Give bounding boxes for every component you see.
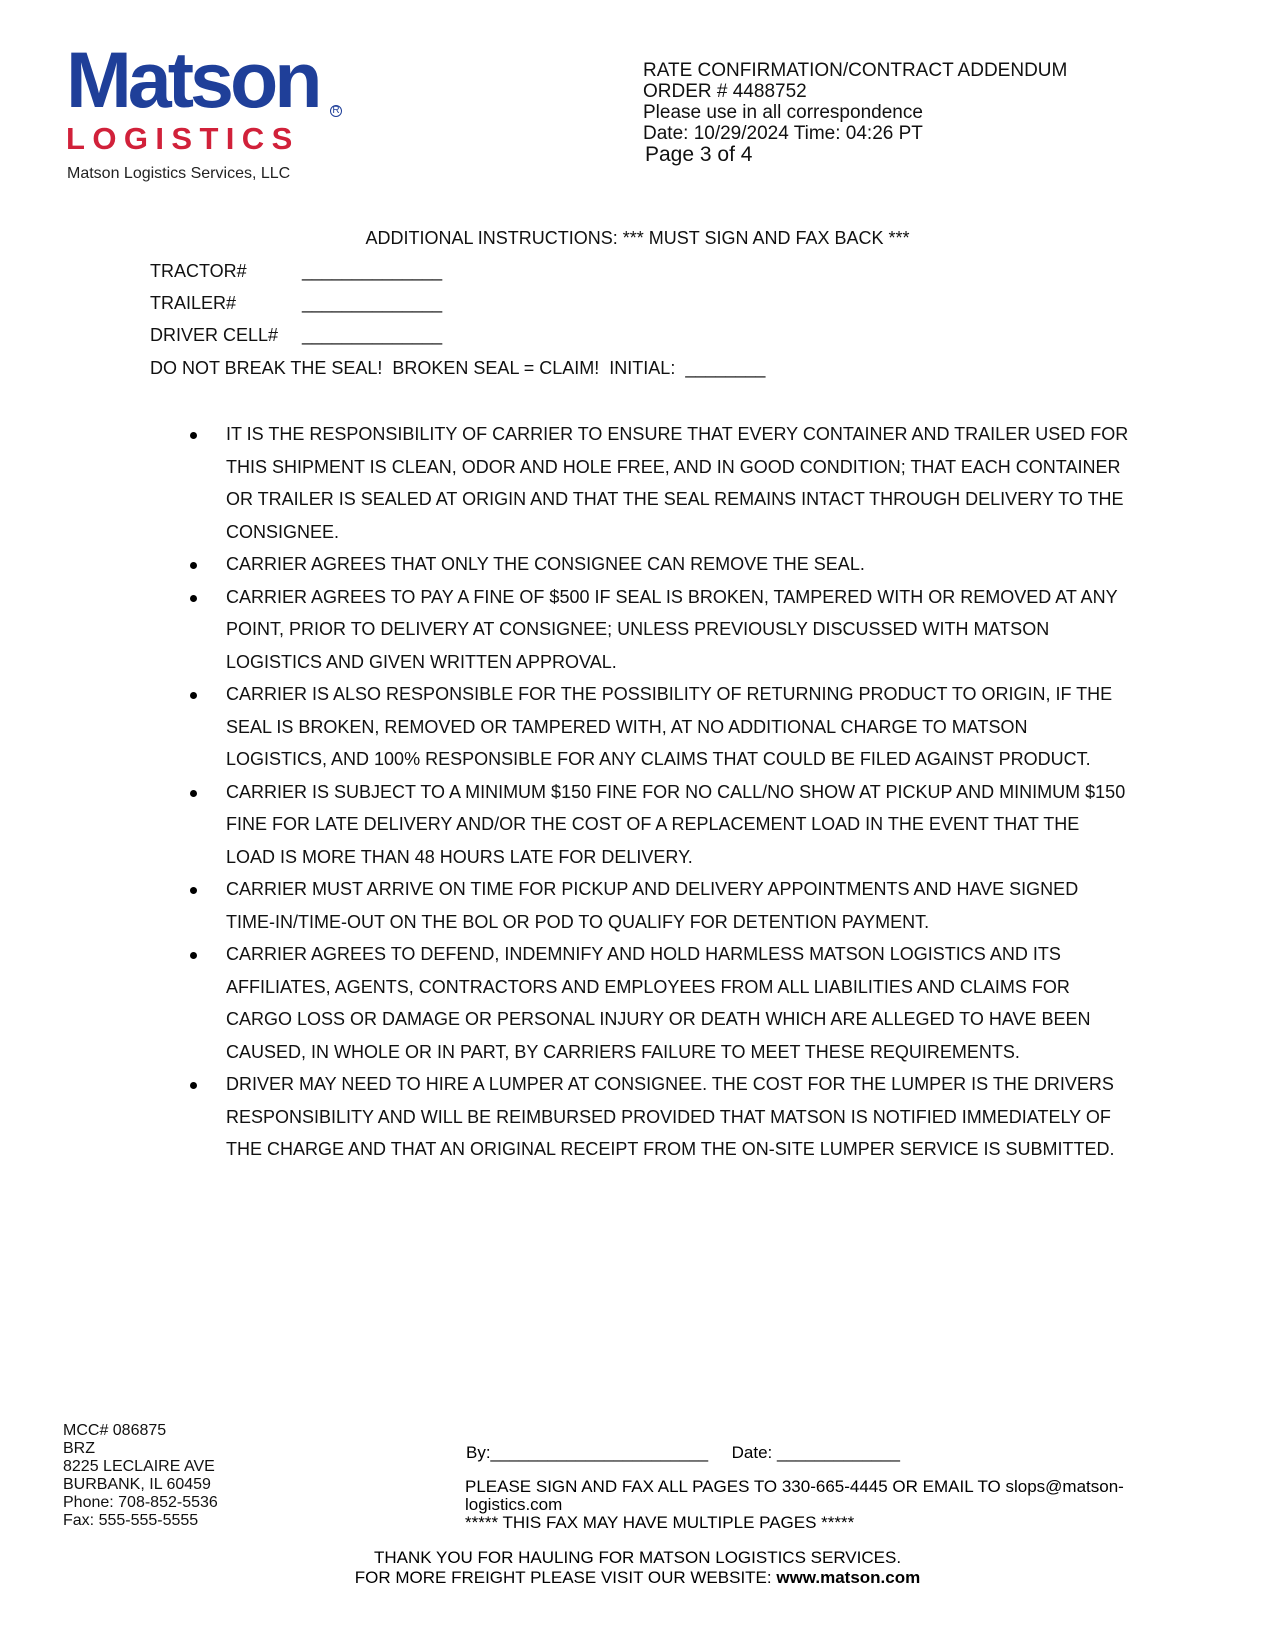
website-prefix: FOR MORE FREIGHT PLEASE VISIT OUR WEBSITE: (354, 1568, 777, 1587)
website-link[interactable]: www.matson.com (776, 1568, 921, 1587)
field-label: TRACTOR# (150, 261, 247, 281)
field-blank: ______________ (302, 261, 443, 281)
list-item-text: CARRIER AGREES TO DEFEND, INDEMNIFY AND HOLD HARMLESS MATSON LOGISTICS AND ITS AFFILIATES, AGENTS, CONTRACTORS AND EMPLOYEES FROM ALL LIABILITIES AND CLAIMS FOR CARGO LOSS OR DAMAGE OR PERSONAL INJURY OR DEATH WHICH ARE ALLEGED TO HAVE BEEN CAUSED, IN WHOLE OR IN PART, BY CARRIERS FAILURE TO MEET THESE REQUIREMENTS. (226, 944, 1091, 1062)
field-blank: ______________ (302, 325, 443, 345)
list-item-text: CARRIER IS SUBJECT TO A MINIMUM $150 FINE FOR NO CALL/NO SHOW AT PICKUP AND MINIMUM $150 FINE FOR LATE DELIVERY AND/OR THE COST OF A REPLACEMENT LOAD IN THE EVENT THAT THE LOAD IS MORE THAN 48 HOURS LATE FOR DELIVERY. (226, 781, 1126, 867)
trailer-field (150, 293, 442, 314)
carrier-mcc: MCC# 086875 (63, 1422, 167, 1439)
list-item (190, 873, 1130, 938)
field-label: TRAILER# (150, 293, 237, 313)
list-item (190, 581, 1130, 679)
driver-cell-field (150, 325, 442, 346)
carrier-info (63, 1422, 218, 1530)
bullet-icon (190, 1082, 197, 1089)
document-title: RATE CONFIRMATION/CONTRACT ADDENDUM (643, 60, 1068, 81)
carrier-name: BRZ (63, 1440, 95, 1457)
list-item (190, 938, 1130, 1068)
list-item (190, 548, 1130, 581)
registered-mark: R (330, 105, 342, 117)
list-item (190, 418, 1130, 548)
field-blank: ______________ (302, 293, 443, 313)
carrier-fax: Fax: 555-555-5555 (63, 1512, 199, 1529)
list-item-text: CARRIER AGREES THAT ONLY THE CONSIGNEE CAN REMOVE THE SEAL. (226, 554, 865, 574)
company-name: Matson Logistics Services, LLC (67, 165, 291, 182)
page-number: Page 3 of 4 (645, 143, 753, 166)
list-item-text: CARRIER AGREES TO PAY A FINE OF $500 IF SEAL IS BROKEN, TAMPERED WITH OR REMOVED AT ANY POINT, PRIOR TO DELIVERY AT CONSIGNEE; UNLESS PREVIOUSLY DISCUSSED WITH MATSON LOGISTICS AND GIVEN WRITTEN APPROVAL. (226, 586, 1118, 672)
logo-brand: Matson (66, 35, 319, 124)
list-item-text: CARRIER IS ALSO RESPONSIBLE FOR THE POSSIBILITY OF RETURNING PRODUCT TO ORIGIN, IF THE SEAL IS BROKEN, REMOVED OR TAMPERED WITH, AT NO ADDITIONAL CHARGE TO MATSON LOGISTICS, AND 100% RESPONSIBLE FOR ANY CLAIMS THAT COULD BE FILED AGAINST PRODUCT. (226, 684, 1113, 769)
list-item-text: DRIVER MAY NEED TO HIRE A LUMPER AT CONSIGNEE. THE COST FOR THE LUMPER IS THE DRIVERS RESPONSIBILITY AND WILL BE REIMBURSED PROVIDED THAT MATSON IS NOTIFIED IMMEDIATELY OF THE CHARGE AND THAT AN ORIGINAL RECEIPT FROM THE ON-SITE LUMPER SERVICE IS SUBMITTED. (226, 1074, 1115, 1159)
bullet-icon (190, 790, 197, 797)
sign-instructions-block (465, 1478, 1205, 1532)
carrier-city: BURBANK, IL 60459 (63, 1476, 211, 1493)
bullet-icon (190, 692, 197, 699)
order-number: ORDER # 4488752 (643, 81, 807, 102)
tractor-field (150, 261, 442, 282)
website-line (0, 1568, 1275, 1588)
date-time: Date: 10/29/2024 Time: 04:26 PT (643, 123, 923, 144)
list-item-text: IT IS THE RESPONSIBILITY OF CARRIER TO ENSURE THAT EVERY CONTAINER AND TRAILER USED FOR THIS SHIPMENT IS CLEAN, ODOR AND HOLE FREE, AND IN GOOD CONDITION; THAT EACH CONTAINER OR TRAILER IS SEALED AT ORIGIN AND THAT THE SEAL REMAINS INTACT THROUGH DELIVERY TO THE CONSIGNEE. (226, 424, 1129, 542)
fax-note: ***** THIS FAX MAY HAVE MULTIPLE PAGES ***** (465, 1513, 855, 1532)
sign-instructions: PLEASE SIGN AND FAX ALL PAGES TO 330-665-4445 OR EMAIL TO slops@matson-logistics.com (465, 1477, 1124, 1514)
list-item (190, 1068, 1130, 1166)
field-label: DRIVER CELL# (150, 325, 279, 345)
instructions-heading: ADDITIONAL INSTRUCTIONS: *** MUST SIGN AND FAX BACK *** (365, 228, 910, 248)
thank-you-block (0, 1548, 1275, 1588)
logo-tagline: LOGISTICS (66, 121, 300, 156)
bullet-icon (190, 887, 197, 894)
bullet-icon (190, 562, 197, 569)
signature-line: By:_______________________ Date: _____________ (466, 1443, 900, 1462)
correspondence-note: Please use in all correspondence (643, 102, 923, 123)
terms-list (190, 418, 1130, 1166)
list-item-text: CARRIER MUST ARRIVE ON TIME FOR PICKUP AND DELIVERY APPOINTMENTS AND HAVE SIGNED TIME-IN/TIME-OUT ON THE BOL OR POD TO QUALIFY FOR DETENTION PAYMENT. (226, 879, 1079, 932)
seal-initial-line: DO NOT BREAK THE SEAL! BROKEN SEAL = CLAIM! INITIAL: ________ (150, 358, 766, 378)
carrier-phone: Phone: 708-852-5536 (63, 1494, 218, 1511)
carrier-street: 8225 LECLAIRE AVE (63, 1458, 215, 1475)
document-header (643, 60, 1067, 165)
bullet-icon (190, 432, 197, 439)
bullet-icon (190, 952, 197, 959)
bullet-icon (190, 595, 197, 602)
list-item (190, 776, 1130, 874)
list-item (190, 678, 1130, 776)
thank-you-text: THANK YOU FOR HAULING FOR MATSON LOGISTICS SERVICES. (373, 1548, 902, 1567)
